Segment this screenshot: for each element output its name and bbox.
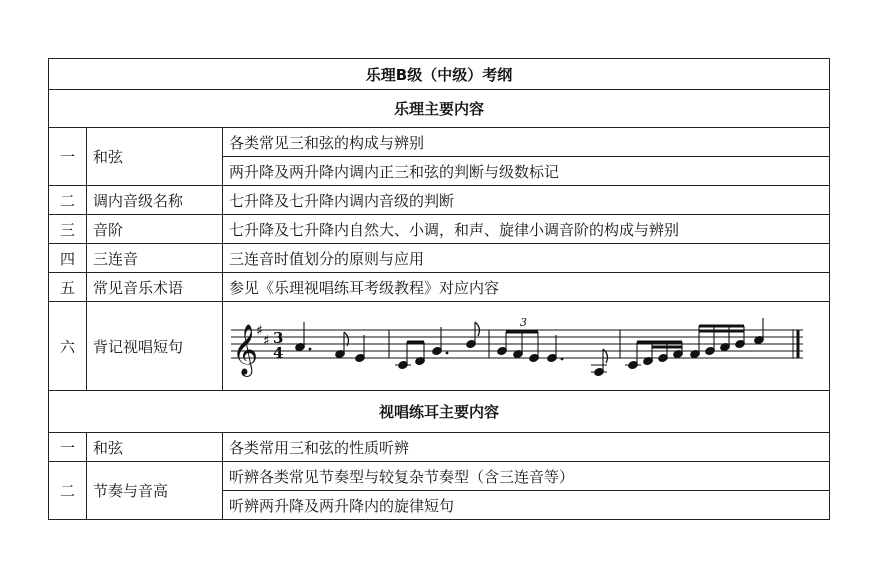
- row-number: 一: [49, 128, 87, 186]
- triplet-mark: 3: [520, 316, 527, 329]
- row-topic: 节奏与音高: [87, 462, 223, 520]
- row-item: 两升降及两升降内调内正三和弦的判断与级数标记: [223, 157, 830, 186]
- row-number: 二: [49, 462, 87, 520]
- table-row: [49, 186, 830, 215]
- row-number: 六: [49, 302, 87, 391]
- treble-clef-icon: 𝄞: [232, 324, 259, 375]
- row-item: 参见《乐理视唱练耳考级教程》对应内容: [223, 273, 830, 302]
- row-item: 各类常见三和弦的构成与辨别: [223, 128, 830, 157]
- row-item: 七升降及七升降内自然大、小调，和声、旋律小调音阶的构成与辨别: [223, 215, 830, 244]
- notation-cell: [223, 302, 830, 391]
- table-row: [49, 462, 830, 491]
- row-number: 一: [49, 433, 87, 462]
- row-topic: 调内音级名称: [87, 186, 223, 215]
- row-topic: 背记视唱短句: [87, 302, 223, 391]
- page-title: 乐理B级（中级）考纲: [49, 59, 830, 90]
- row-item: 各类常用三和弦的性质听辨: [223, 433, 830, 462]
- row-number: 四: [49, 244, 87, 273]
- syllabus-table: [48, 58, 830, 520]
- row-item: 听辨两升降及两升降内的旋律短句: [223, 491, 830, 520]
- row-item: 七升降及七升降内调内音级的判断: [223, 186, 830, 215]
- row-topic: 常见音乐术语: [87, 273, 223, 302]
- row-number: 二: [49, 186, 87, 215]
- row-topic: 和弦: [87, 433, 223, 462]
- sharp-icon: ♯: [256, 323, 263, 339]
- section-header-theory: 乐理主要内容: [49, 90, 830, 128]
- time-signature-bottom: 4: [273, 344, 284, 362]
- table-row: [49, 215, 830, 244]
- row-item: 听辨各类常见节奏型与较复杂节奏型（含三连音等）: [223, 462, 830, 491]
- table-row: [49, 433, 830, 462]
- row-topic: 音阶: [87, 215, 223, 244]
- row-item: 三连音时值划分的原则与应用: [223, 244, 830, 273]
- row-number: 三: [49, 215, 87, 244]
- time-signature-top: 3: [273, 329, 284, 347]
- section-header-ear-training: 视唱练耳主要内容: [49, 391, 830, 433]
- music-notation: [223, 302, 823, 386]
- row-topic: 三连音: [87, 244, 223, 273]
- table-row: [49, 273, 830, 302]
- table-row: [49, 302, 830, 391]
- row-number: 五: [49, 273, 87, 302]
- table-row: [49, 128, 830, 157]
- table-row: [49, 244, 830, 273]
- row-topic: 和弦: [87, 128, 223, 186]
- sharp-icon: ♯: [263, 333, 270, 349]
